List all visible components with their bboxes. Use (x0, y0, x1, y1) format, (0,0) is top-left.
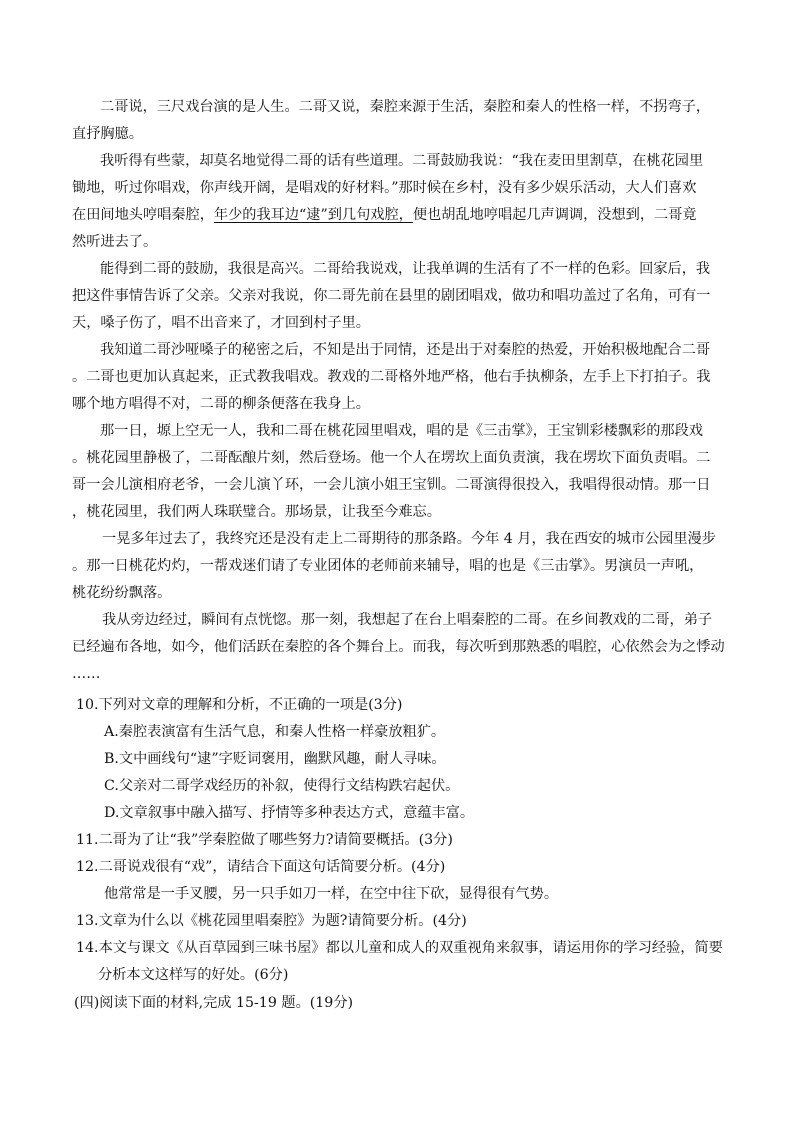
underlined-sentence: 年少的我耳边“逮”到几句戏腔， (213, 207, 413, 223)
question-10-option-b: B.文中画线句“逮”字贬词褒用，幽默风趣，耐人寻味。 (104, 751, 446, 767)
article-paragraph-1: 二哥说，三尺戏台演的是人生。二哥又说，秦腔来源于生活，秦腔和秦人的性格一样，不拐弯子， 直抒胸臆。 (72, 99, 711, 142)
question-10-option-d: D.文章叙事中融入描写、抒情等多种表达方式，意蕴丰富。 (104, 805, 475, 821)
question-10-option-c: C.父亲对二哥学戏经历的补叙，使得行文结构跌宕起伏。 (104, 778, 460, 794)
article-paragraph-7: 我从旁边经过，瞬间有点恍惚。那一刻，我想起了在台上唱秦腔的二哥。在乡间教戏的二哥，弟子 已经遍布各地，如今，他们活跃在秦腔的各个舞台上。而我，每次听到那熟悉的唱腔，心依然会为之悸动 …… (72, 612, 725, 682)
question-12-quote: 他常常是一手叉腰，另一只手如刀一样，在空中往下砍，显得很有气势。 (104, 886, 559, 902)
question-12: 12.二哥说戏很有“戏”，请结合下面这句话简要分析。(4分) (76, 859, 446, 875)
question-13: 13.文章为什么以《桃花园里唱秦腔》为题?请简要分析。(4分) (76, 913, 467, 929)
article-paragraph-5: 那一日，塬上空无一人，我和二哥在桃花园里唱戏，唱的是《三击掌》，王宝钏彩楼飘彩的那段戏 。桃花园里静极了，二哥酝酿片刻，然后登场。他一个人在塄坎上面负责演，我在塄坎下面负责唱。二 哥一会儿演相府老爷，一会儿演丫环，一会儿演小姐王宝钏。二哥演得很投入，我唱得很动情。那一日 ，桃花园里，我们两人珠联璧合。那场景，让我至今难忘。 (72, 423, 711, 520)
article-paragraph-4: 我知道二哥沙哑嗓子的秘密之后，不知是出于同情，还是出于对秦腔的热爱，开始积极地配合二哥 。二哥也更加认真起来，正式教我唱戏。教戏的二哥格外地严格，他右手执柳条，左手上下打拍子。我 哪个地方唱得不对，二哥的柳条便落在我身上。 (72, 342, 711, 412)
question-14: 14.本文与课文《从百草园到三味书屋》都以儿童和成人的双重视角来叙事，请运用你的学习经验，简要 (76, 940, 723, 956)
question-11: 11.二哥为了让“我”学秦腔做了哪些努力?请简要概括。(3分) (76, 832, 453, 848)
article-paragraph-3: 能得到二哥的鼓励，我很是高兴。二哥给我说戏，让我单调的生活有了不一样的色彩。回家后，我 把这件事情告诉了父亲。父亲对我说，你二哥先前在县里的剧团唱戏，做功和唱功盖过了名角，可有一 天，嗓子伤了，唱不出音来了，才回到村子里。 (72, 261, 711, 331)
question-10: 10.下列对文章的理解和分析，不正确的一项是(3分) (76, 697, 403, 713)
article-paragraph-2: 我听得有些蒙，却莫名地觉得二哥的话有些道理。二哥鼓励我说：“我在麦田里割草，在桃花园里 锄地，听过你唱戏，你声线开阔，是唱戏的好材料。”那时候在乡村，没有多少娱乐活动，大人们喜欢 在田间地头哼唱秦腔，年少的我耳边“逮”到几句戏腔，便也胡乱地哼唱起几声调调，没想到，二哥竟 然听进去了。 (72, 153, 704, 250)
question-14-continuation: 分析本文这样写的好处。(6分) (98, 967, 289, 983)
section-4-heading: (四)阅读下面的材料,完成 15-19 题。(19分) (74, 995, 354, 1011)
article-paragraph-6: 一晃多年过去了，我终究还是没有走上二哥期待的那条路。今年 4 月，我在西安的城市公园里漫步 。那一日桃花灼灼，一帮戏迷们请了专业团体的老师前来辅导，唱的也是《三击掌》。男演员一声吼， 桃花纷纷飘落。 (72, 531, 716, 601)
question-10-option-a: A.秦腔表演富有生活气息，和秦人性格一样豪放粗犷。 (104, 724, 446, 740)
